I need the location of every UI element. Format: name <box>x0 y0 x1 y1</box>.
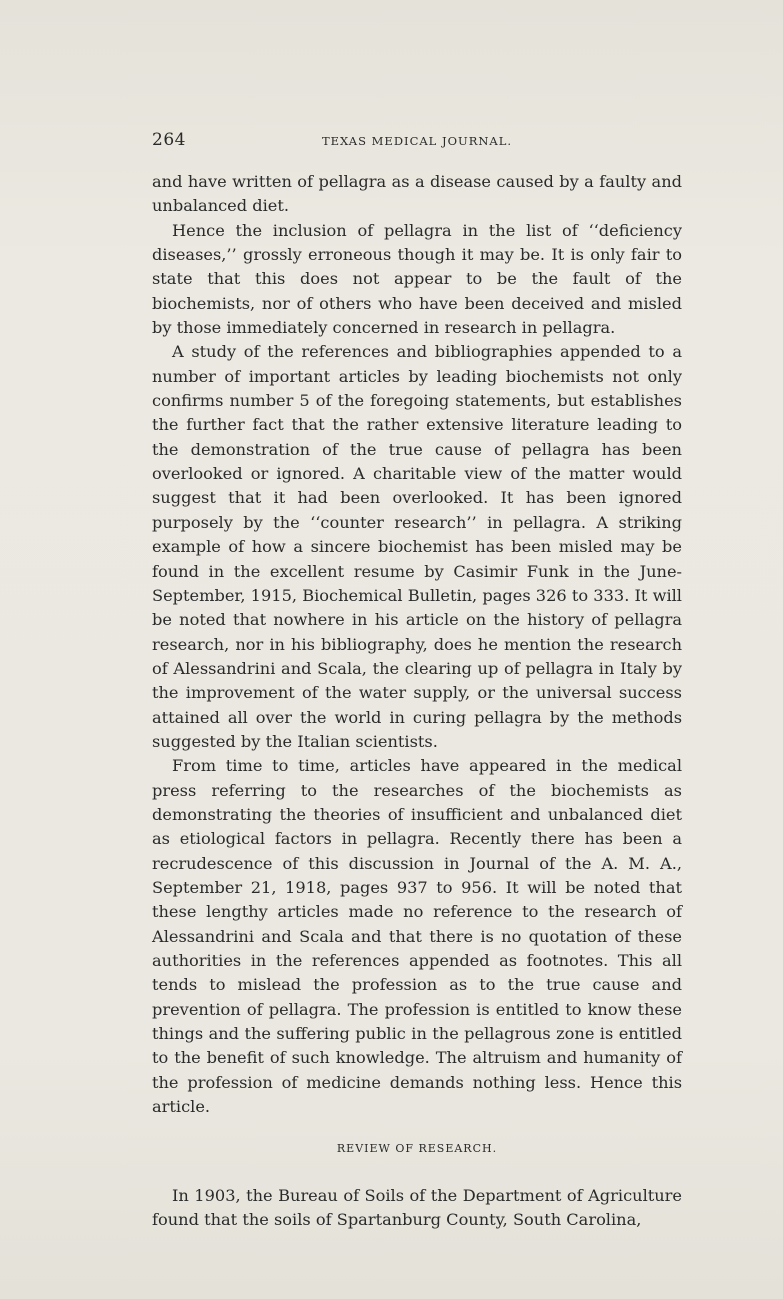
page-header <box>152 130 682 150</box>
paragraph-3: A study of the references and bibliographies appended to a number of important articles by leading biochemists not only confirms number 5 of the foregoing statements, but establishes the further fact that the rather extensive literature leading to the demonstration of the true cause of pellagra has been overlooked or ignored. A charitable view of the matter would suggest that it had been overlooked. It has been ignored purposely by the ‘‘counter research’’ in pellagra. A striking example of how a sincere biochemist has been misled may be found in the excellent resume by Casimir Funk in the June-September, 1915, Biochemical Bulletin, pages 326 to 333. It will be noted that nowhere in his article on the history of pellagra research, nor in his bibliography, does he mention the research of Alessandrini and Scala, the clearing up of pellagra in Italy by the improvement of the water supply, or the universal success attained all over the world in curing pellagra by the methods suggested by the Italian scientists. <box>152 342 682 751</box>
body-text <box>152 170 682 1232</box>
running-head: TEXAS MEDICAL JOURNAL. <box>321 134 513 148</box>
page-number: 264 <box>152 130 186 150</box>
paragraph-2: Hence the inclusion of pellagra in the list of ‘‘deficiency diseases,’’ grossly erroneous though it may be. It is only fair to state that this does not appear to be the fault of the biochemists, nor of others who have been deceived and misled by those immediately concerned in research in pellagra. <box>152 220 682 338</box>
paragraph-4: From time to time, articles have appeared in the medical press referring to the researches of the biochemists as demonstrating the theories of insufficient and unbalanced diet as etiological factors in pellagra. Recently there has been a recrudescence of this discussion in Journal of the A. M. A., September 21, 1918, pages 937 to 956. It will be noted that these lengthy articles made no reference to the research of Alessandrini and Scala and that there is no quotation of these authorities in the references appended as footnotes. This all tends to mislead the profession as to the true cause and prevention of pellagra. The profession is entitled to know these things and the suffering public in the pellagrous zone is entitled to the benefit of such knowledge. The altruism and humanity of the profession of medicine demands nothing less. Hence this article. <box>152 756 682 1117</box>
paragraph-5: In 1903, the Bureau of Soils of the Department of Agriculture found that the soils of Spartanburg County, South Carolina, <box>152 1185 682 1230</box>
section-heading: REVIEW OF RESEARCH. <box>336 1142 498 1156</box>
paragraph-1: and have written of pellagra as a disease caused by a faulty and unbalanced diet. <box>152 172 682 216</box>
